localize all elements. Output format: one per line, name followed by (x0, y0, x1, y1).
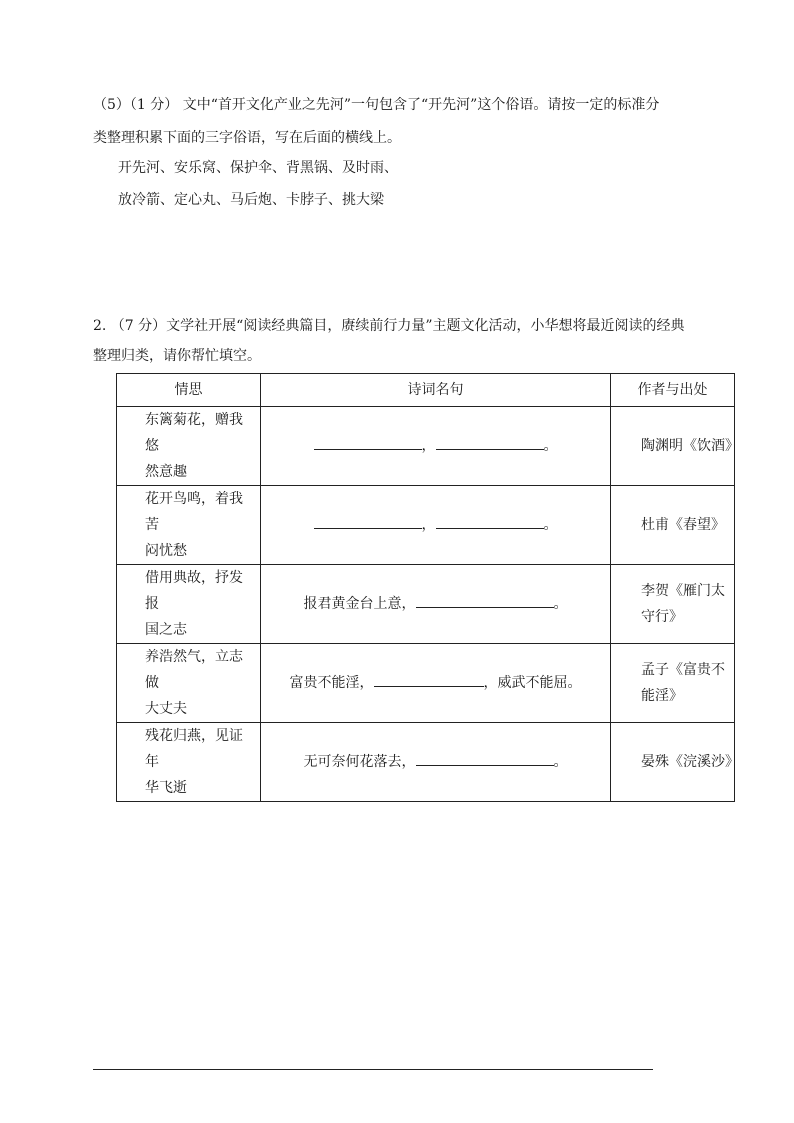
author-cell (611, 486, 735, 565)
table-row (117, 723, 735, 802)
table-header-row (117, 374, 735, 407)
verse-end: 。 (553, 754, 568, 770)
theme-text-line2: 国之志 (145, 622, 187, 638)
theme-text-line2: 闷忧愁 (145, 543, 187, 559)
poetry-table (116, 373, 739, 802)
answer-blank[interactable] (314, 435, 422, 450)
author-text-line1: 陶渊明《饮酒》 (641, 438, 739, 454)
answer-blank[interactable] (416, 593, 554, 608)
author-text-line1: 晏殊《浣溪沙》 (641, 754, 739, 770)
verse-end: 。 (553, 596, 568, 612)
theme-cell (117, 644, 261, 723)
answer-blank[interactable] (374, 672, 484, 687)
q5-idioms-line2: 放冷箭、定心丸、马后炮、卡脖子、挑大梁 (118, 192, 384, 208)
q5-idioms-line1: 开先河、安乐窝、保护伞、背黑锅、及时雨、 (118, 160, 398, 176)
q5-prompt-line2: 类整理积累下面的三字俗语，写在后面的横线上。 (93, 130, 401, 146)
verse-cell (261, 486, 611, 565)
verse-cell (261, 723, 611, 802)
table-row (117, 565, 735, 644)
theme-text-line1: 东篱菊花，赠我悠 (145, 412, 243, 454)
q5-prompt-line1: （5）（1 分） 文中“首开文化产业之先河”一句包含了“开先河”这个俗语。请按一定的标准分 (93, 97, 660, 113)
footer-divider (93, 1069, 653, 1070)
verse-end: 。 (543, 517, 558, 533)
author-text-line2: 守行》 (641, 609, 683, 625)
answer-blank[interactable] (436, 514, 544, 529)
author-text-line1: 李贺《雁门太 (641, 583, 725, 599)
answer-blank[interactable] (314, 514, 422, 529)
theme-text-line2: 华飞逝 (145, 780, 187, 796)
answer-blank[interactable] (416, 751, 554, 766)
author-text-line1: 杜甫《春望》 (641, 517, 725, 533)
table-row (117, 644, 735, 723)
table-row (117, 486, 735, 565)
theme-cell (117, 565, 261, 644)
theme-cell (117, 407, 261, 486)
q2-prompt-line1: 2. （7 分）文学社开展“阅读经典篇目，赓续前行力量”主题文化活动，小华想将最近阅读的经典 (93, 318, 685, 334)
author-text-line1: 孟子《富贵不 (641, 662, 725, 678)
verse-separator: ， (421, 517, 436, 533)
verse-cell (261, 644, 611, 723)
theme-text-line1: 养浩然气，立志做 (145, 649, 243, 691)
author-cell (611, 407, 739, 486)
verse-prefix: 报君黄金台上意， (303, 596, 416, 612)
author-cell (611, 723, 739, 802)
q2-prompt-line2: 整理归类，请你帮忙填空。 (93, 348, 261, 364)
author-text-line2: 能淫》 (641, 688, 683, 704)
theme-text-line1: 残花归燕，见证年 (145, 728, 243, 770)
header-author: 作者与出处 (611, 374, 735, 407)
verse-prefix: 无可奈何花落去， (303, 754, 416, 770)
verse-prefix: 富贵不能淫， (289, 675, 374, 691)
verse-end: 。 (543, 438, 558, 454)
header-theme: 情思 (117, 374, 261, 407)
verse-cell (261, 407, 611, 486)
verse-separator: ， (421, 438, 436, 454)
verse-suffix: ，威武不能屈。 (483, 675, 582, 691)
theme-text-line2: 然意趣 (145, 464, 187, 480)
author-cell (611, 565, 735, 644)
table-row (117, 407, 735, 486)
author-cell (611, 644, 735, 723)
theme-cell (117, 486, 261, 565)
theme-cell (117, 723, 261, 802)
header-verse: 诗词名句 (261, 374, 611, 407)
theme-text-line2: 大丈夫 (145, 701, 187, 717)
answer-blank[interactable] (436, 435, 544, 450)
theme-text-line1: 花开鸟鸣，着我苦 (145, 491, 243, 533)
theme-text-line1: 借用典故，抒发报 (145, 570, 243, 612)
verse-cell (261, 565, 611, 644)
